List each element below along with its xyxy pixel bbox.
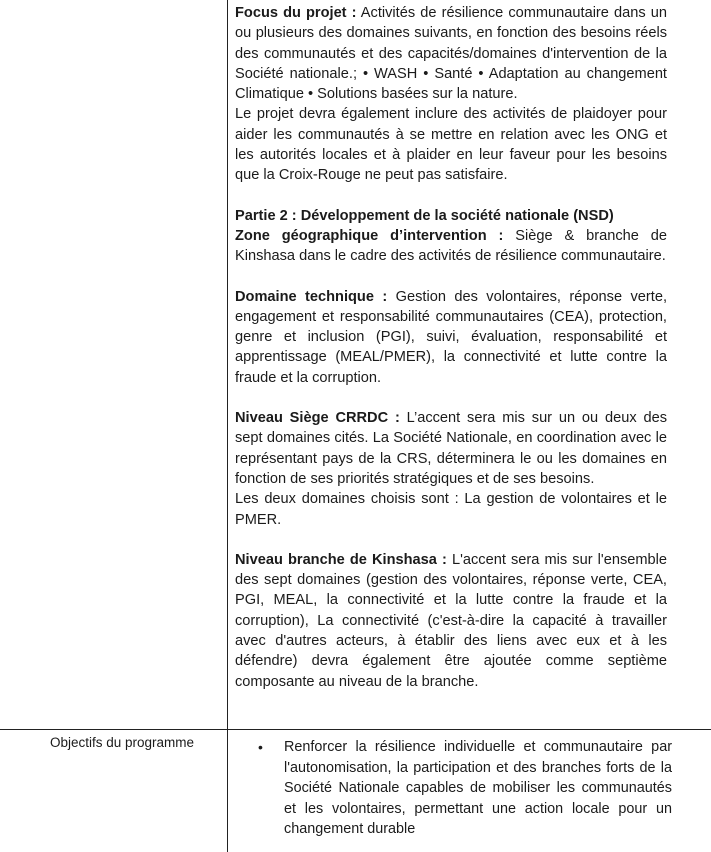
focus-label: Focus du projet : [235, 5, 357, 21]
focus-paragraph [235, 3, 667, 104]
partie2-heading [235, 206, 667, 226]
domaine-label: Domaine technique : [235, 288, 388, 305]
siege-text: L’accent sera mis sur un ou deux des sept domaines cités. La Société Nationale, en coordination avec le représentant pays de la CRS, déterminera le ou les domaines en fonction de ses priorités stratégiques et de ses besoins. [235, 410, 667, 487]
domaine-text: Gestion des volontaires, réponse verte, engagement et responsabilité communautaires (CEA), protection, genre et inclusion (PGI), suivi, évaluation, responsabilité et apprentissage (MEAL/PMER), la connectivité et lutte contre la fraude et la corruption. [235, 288, 667, 386]
objectifs-label: Objectifs du programme [50, 735, 195, 750]
table-row-divider [0, 729, 711, 730]
table-column-divider [227, 0, 228, 852]
plaidoyer-paragraph: Le projet devra également inclure des activités de plaidoyer pour aider les communautés à se mettre en relation avec les ONG et les autorités locales et à plaider en leur faveur pour les besoins que la Croix-Rouge ne peut pas satisfaire. [235, 106, 667, 184]
domaine-paragraph [235, 287, 667, 388]
siege-label: Niveau Siège CRRDC : [235, 410, 400, 427]
zone-label: Zone géographique d’intervention : [235, 227, 504, 244]
content-cell [235, 3, 667, 692]
zone-paragraph [235, 226, 667, 267]
objectifs-text: Renforcer la résilience individuelle et communautaire par l'autonomisation, la participation et des branches forts de la Société Nationale capables de mobiliser les communautés et les volontaires, permettant une action locale pour un changement durable [284, 739, 672, 837]
siege-paragraph [235, 408, 667, 489]
branche-label: Niveau branche de Kinshasa : [235, 551, 447, 568]
branche-text: L'accent sera mis sur l'ensemble des sept domaines (gestion des volontaires, réponse verte, CEA, PGI, MEAL, la connectivité et la lutte contre la fraude et la corruption), La connectivité (c'est-à-dire la capacité à travailler avec d'autres acteurs, à établir des liens avec eux et à les défendre) devra également être ajoutée comme septième composante au niveau de la branche. [235, 551, 667, 690]
choisis-paragraph: Les deux domaines choisis sont : La gestion de volontaires et le PMER. [235, 491, 667, 528]
branche-paragraph [235, 550, 667, 692]
partie2-title: Partie 2 : Développement de la société nationale (NSD) [235, 207, 614, 224]
bullet-icon: • [258, 739, 263, 755]
zone-text: Siège & branche de Kinshasa dans le cadre des activités de résilience communautaire. [235, 227, 668, 265]
focus-text: Activités de résilience communautaire dans un ou plusieurs des domaines suivants, en fonction des besoins réels des communautés et des capacités/domaines d'intervention de la Société nationale.; • WASH • Santé • Adaptation au changement Climatique • Solutions basées sur la nature. [235, 5, 667, 103]
